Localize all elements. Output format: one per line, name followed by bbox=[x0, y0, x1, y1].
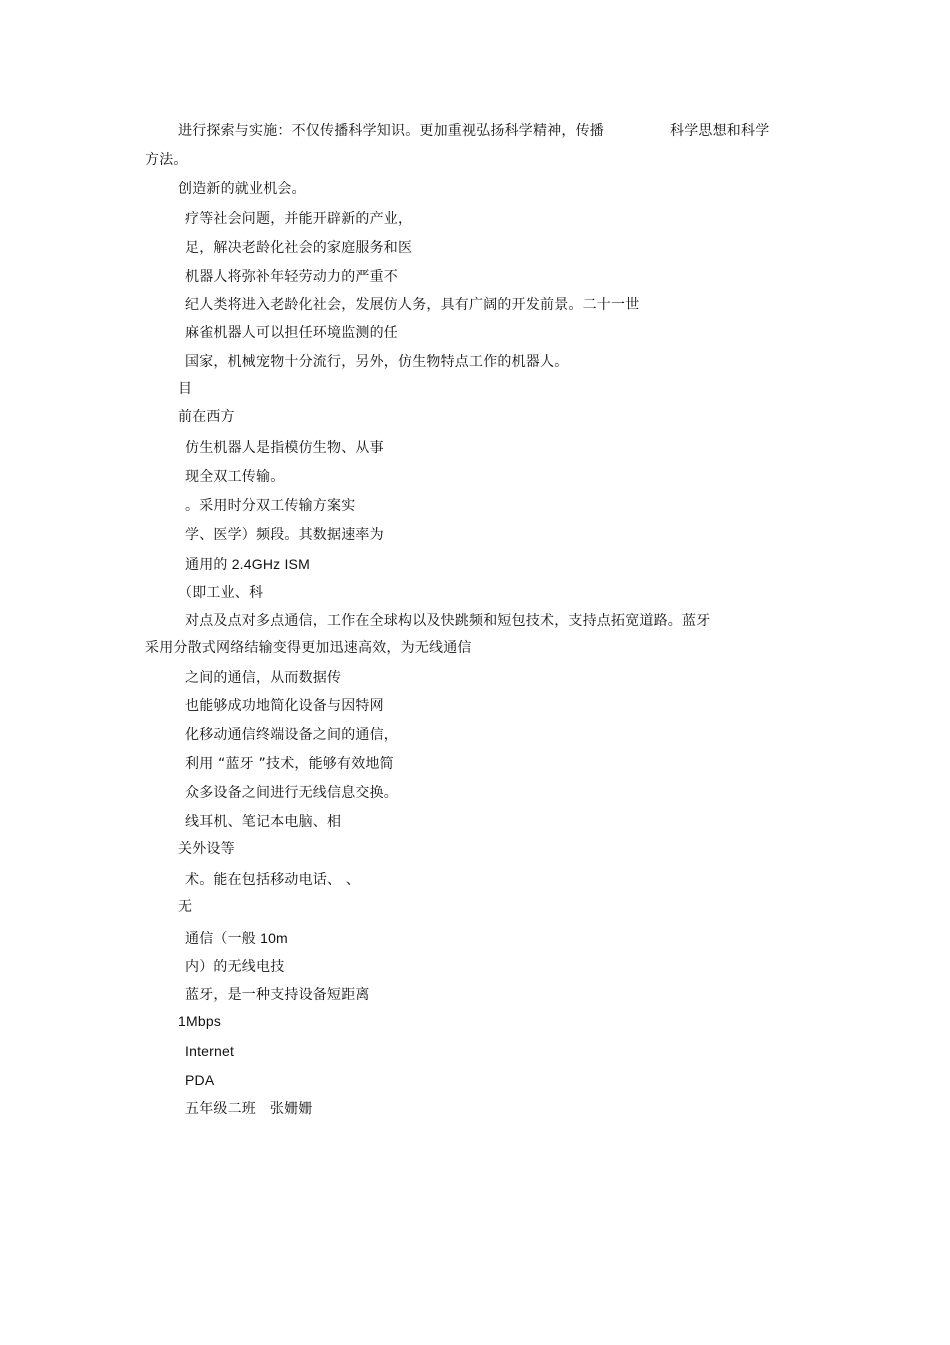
text-line-4: 疗等社会问题，并能开辟新的产业， bbox=[185, 211, 413, 227]
text-line-25: 线耳机、笔记本电脑、相 bbox=[185, 814, 342, 830]
text-line-6: 机器人将弥补年轻劳动力的严重不 bbox=[185, 269, 398, 285]
text-line-32: 1Mbps bbox=[178, 1013, 222, 1029]
text-line-13: 现全双工传输。 bbox=[185, 469, 285, 485]
text-line-1-part2: 科学思想和科学 bbox=[670, 123, 770, 139]
text-line-21: 也能够成功地简化设备与因特网 bbox=[185, 698, 384, 714]
text-line-33: Internet bbox=[185, 1043, 235, 1059]
text-line-12: 仿生机器人是指模仿生物、从事 bbox=[185, 440, 384, 456]
class-name: 五年级二班 bbox=[185, 1101, 256, 1117]
text-line-23: 利用 “蓝牙 ”技术，能够有效地简 bbox=[185, 756, 394, 772]
text-line-7: 纪人类将进入老龄化社会，发展仿人务，具有广阔的开发前景。二十一世 bbox=[185, 297, 640, 313]
text-line-31: 蓝牙，是一种支持设备短距离 bbox=[185, 987, 370, 1003]
text-line-24: 众多设备之间进行无线信息交换。 bbox=[185, 785, 398, 801]
text-line-30: 内）的无线电技 bbox=[185, 959, 285, 975]
text-line-28: 无 bbox=[178, 899, 193, 915]
author-line bbox=[185, 1100, 313, 1118]
text-line-16: 通用的 2.4GHz ISM bbox=[185, 556, 310, 572]
student-name: 张姗姗 bbox=[270, 1101, 313, 1117]
text-line-18: 对点及点对多点通信，工作在全球构以及快跳频和短包技术，支持点拓宽道路。蓝牙 bbox=[185, 613, 711, 629]
text-line-3: 创造新的就业机会。 bbox=[178, 181, 306, 197]
text-line-11: 前在西方 bbox=[178, 409, 235, 425]
text-line-27: 术。能在包括移动电话、 、 bbox=[185, 872, 361, 888]
text-line-1-part1: 进行探索与实施：不仅传播科学知识。更加重视弘扬科学精神，传播 bbox=[178, 123, 604, 139]
text-line-15: 学、医学）频段。其数据速率为 bbox=[185, 527, 384, 543]
text-line-29: 通信（一般 10m bbox=[185, 930, 288, 946]
text-line-14: 。采用时分双工传输方案实 bbox=[185, 498, 356, 514]
text-line-1 bbox=[178, 122, 769, 140]
text-line-20: 之间的通信，从而数据传 bbox=[185, 670, 342, 686]
text-line-19: 采用分散式网络结输变得更加迅速高效，为无线通信 bbox=[145, 640, 472, 656]
text-line-9: 国家，机械宠物十分流行，另外，仿生物特点工作的机器人。 bbox=[185, 354, 569, 370]
text-line-26: 关外设等 bbox=[178, 841, 235, 857]
text-line-22: 化移动通信终端设备之间的通信， bbox=[185, 727, 398, 743]
text-line-8: 麻雀机器人可以担任环境监测的任 bbox=[185, 325, 398, 341]
text-line-17: （即工业、科 bbox=[178, 585, 264, 601]
text-line-10: 目 bbox=[178, 381, 193, 397]
text-line-5: 足，解决老龄化社会的家庭服务和医 bbox=[185, 240, 413, 256]
text-line-34: PDA bbox=[185, 1072, 215, 1088]
text-line-2: 方法。 bbox=[145, 152, 188, 168]
